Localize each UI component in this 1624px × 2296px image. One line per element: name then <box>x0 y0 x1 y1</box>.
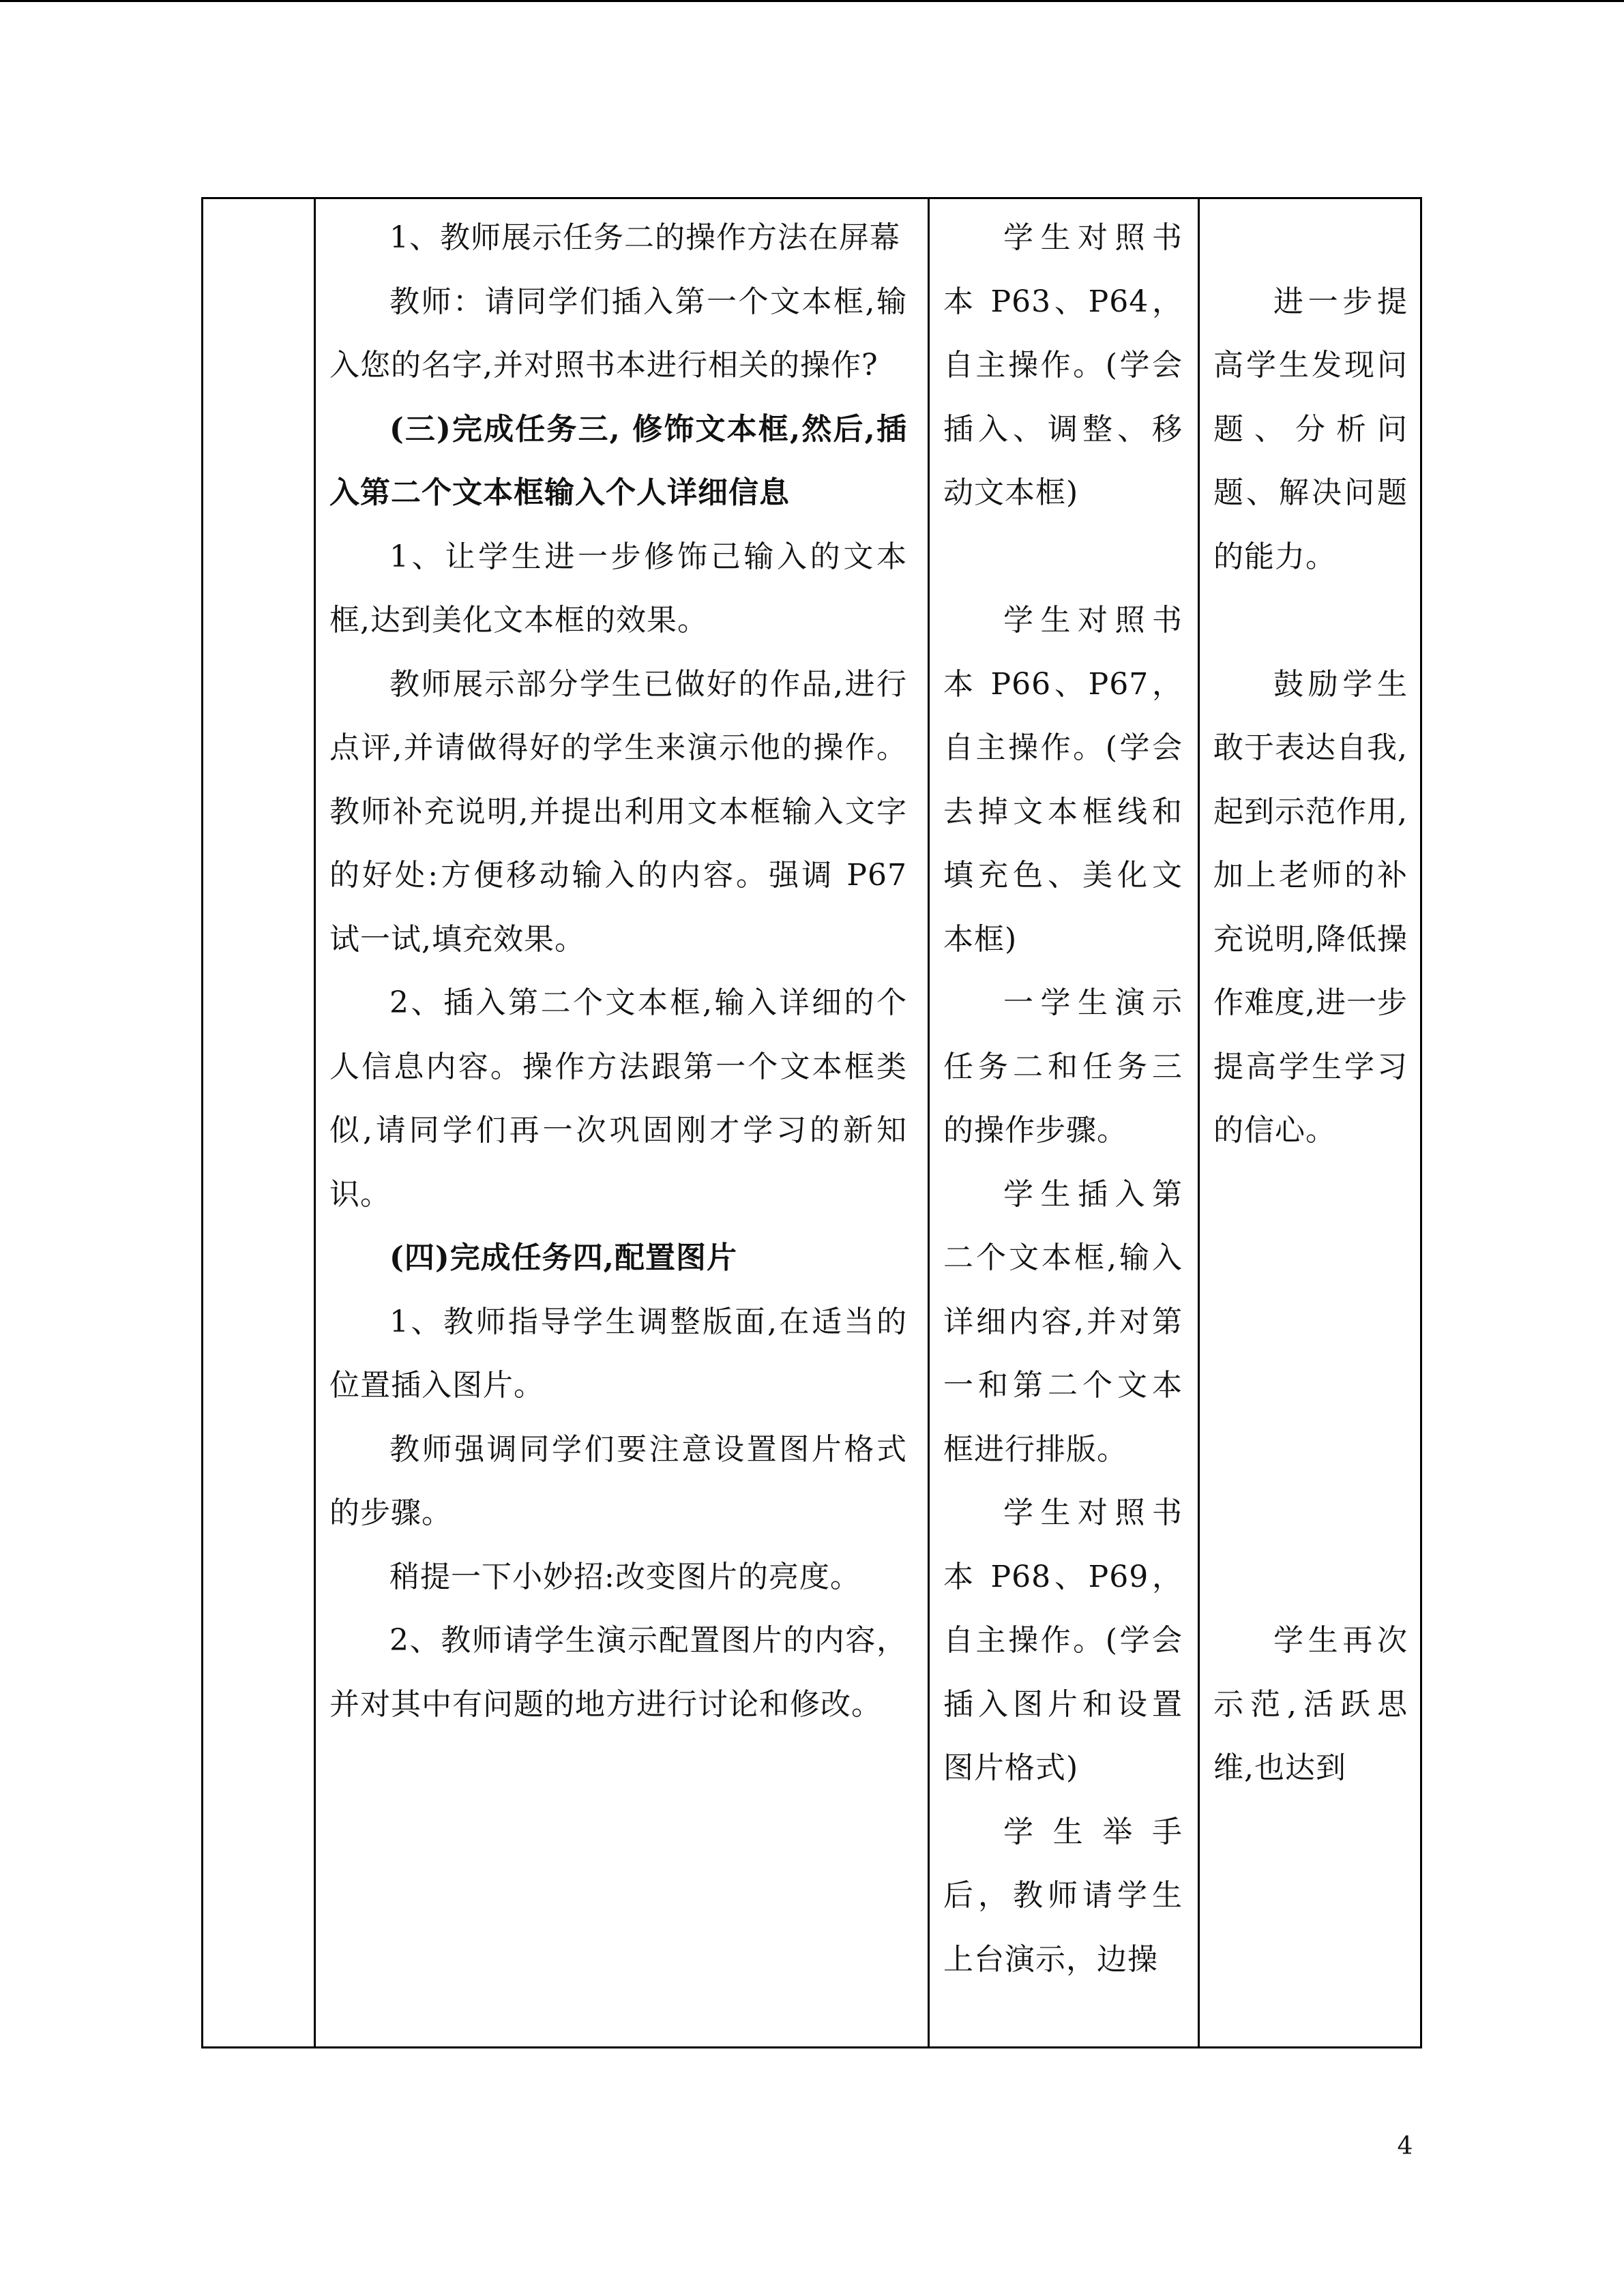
student-paragraph: 学生对照书本 P68、P69，自主操作。(学会插入图片和设置图片格式) <box>943 1495 1183 1785</box>
teacher-paragraph: 1、让学生进一步修饰己输入的文本框,达到美化文本框的效果。 <box>329 539 907 638</box>
blank-line <box>943 525 1183 589</box>
teacher-activity-cell <box>315 198 929 2048</box>
student-paragraph: 一学生演示任务二和任务三的操作步骤。 <box>943 985 1183 1148</box>
top-border-line <box>0 0 1624 2</box>
blank-line <box>1213 1354 1408 1418</box>
blank-line <box>1213 1545 1408 1609</box>
lesson-plan-table <box>201 197 1422 2048</box>
blank-line <box>1213 1418 1408 1482</box>
task-heading: (四)完成任务四,配置图片 <box>389 1240 737 1275</box>
student-activity-cell <box>929 198 1199 2048</box>
teacher-paragraph: 1、教师指导学生调整版面,在适当的位置插入图片。 <box>329 1304 907 1403</box>
intent-paragraph: 学生再次示范,活跃思维,也达到 <box>1213 1623 1408 1785</box>
task-heading: (三)完成任务三, 修饰文本框,然后,插入第二个文本框输入个人详细信息 <box>329 411 907 510</box>
teacher-paragraph: 教师：请同学们插入第一个文本框,输入您的名字,并对照书本进行相关的操作? <box>329 284 907 383</box>
page-number: 4 <box>1397 2132 1413 2160</box>
blank-line <box>1213 206 1408 270</box>
blank-line <box>1213 1481 1408 1545</box>
blank-line <box>1213 1290 1408 1354</box>
intent-paragraph: 进一步提高学生发现问题、分析问题、解决问题的能力。 <box>1213 284 1408 574</box>
student-paragraph: 学生插入第二个文本框,输入详细内容,并对第一和第二个文本框进行排版。 <box>943 1176 1183 1467</box>
teacher-paragraph: 2、插入第二个文本框,输入详细的个人信息内容。操作方法跟第一个文本框类似,请同学们再一次巩固刚才学习的新知识。 <box>329 985 907 1212</box>
blank-line <box>1213 588 1408 653</box>
student-paragraph: 学生对照书本 P63、P64，自主操作。(学会插入、调整、移动文本框) <box>943 220 1183 510</box>
intent-paragraph: 鼓励学生敢于表达自我,起到示范作用,加上老师的补充说明,降低操作难度,进一步提高学生学习的信心。 <box>1213 666 1408 1148</box>
design-intent-cell <box>1199 198 1421 2048</box>
teacher-paragraph: 稍提一下小妙招:改变图片的亮度。 <box>389 1559 861 1594</box>
teacher-paragraph: 教师展示部分学生已做好的作品,进行点评,并请做得好的学生来演示他的操作。教师补充说明,并提出利用文本框输入文字的好处:方便移动输入的内容。强调 P67 试一试,填充效果。 <box>329 666 907 957</box>
blank-line <box>1213 1226 1408 1290</box>
table-row <box>203 198 1421 2048</box>
teacher-paragraph: 教师强调同学们要注意设置图片格式的步骤。 <box>329 1431 907 1530</box>
stage-cell <box>203 198 315 2048</box>
student-paragraph: 学生对照书本 P66、P67，自主操作。(学会去掉文本框线和填充色、美化文本框) <box>943 603 1183 957</box>
blank-line <box>1213 1163 1408 1227</box>
teacher-paragraph: 1、教师展示任务二的操作方法在屏幕 <box>389 220 900 255</box>
teacher-paragraph: 2、教师请学生演示配置图片的内容，并对其中有问题的地方进行讨论和修改。 <box>329 1623 907 1722</box>
student-paragraph: 学生举手后，教师请学生上台演示，边操 <box>943 1814 1183 1977</box>
